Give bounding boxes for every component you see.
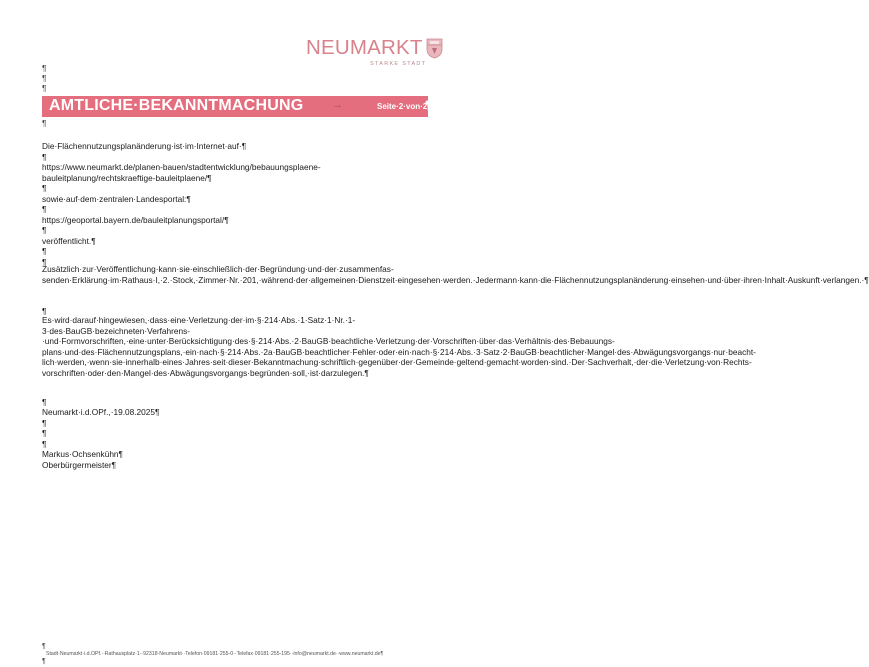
- paragraph-mark: ¶: [42, 204, 47, 214]
- published-line: veröffentlicht.¶: [42, 235, 96, 246]
- url-link-line-2[interactable]: bauleitplanung/rechtskraeftige-bauleitplaene/¶: [42, 172, 212, 183]
- inspection-paragraph: Zusätzlich·zur·Veröffentlichung·kann·sie·einschließlich·der·Begründung·und·der·zusammenfas-senden·Erklärung·im·Rathaus·I,·2.·Stock,·Zimmer·Nr.·201,·während·der·allgemeinen·Dienstzeit·eingesehen·werden.·Jedermann·kann·die·Flächennutzungsplanänderung·einsehen·und·über·ihren·Inhalt·Auskunft·verlangen.·¶: [42, 264, 869, 285]
- paragraph-mark: ¶: [42, 84, 47, 93]
- legal-notice-paragraph: Es·wird·darauf·hingewiesen,·dass·eine·Verletzung·der·im·§·214·Abs.·1·Satz·1·Nr.·1-3·des·BauGB·bezeichneten·Verfahrens-·und·Formvorschriften,·eine·unter·Berücksichtigung·des·§·214·Abs.·2·BauGB·beachtliche·Verletzung·der·Vorschriften·über·das·Verhältnis·des·Bebauungs-plans·und·des·Flächennutzungsplans,·ein·nach·§·214·Abs.·2a·BauGB·beachtlicher·Fehler·oder·ein·nach·§·214·Abs.·3·Satz·2·BauGB·beachtlicher·Mangel·des·Abwägungsvorgangs·nur·beacht-lich·werden,·wenn·sie·innerhalb·eines·Jahres·seit·dieser·Bekanntmachung·schriftlich·gegenüber·der·Gemeinde·geltend·gemacht·worden·sind.·Der·Sachverhalt,·der·die·Verletzung·von·Rechts-vorschriften·oder·den·Mangel·des·Abwägungsvorgangs·begründen·soll,·ist·darzulegen.¶: [42, 315, 756, 378]
- paragraph-mark: ¶: [42, 74, 47, 83]
- tab-arrow-icon: →: [332, 99, 343, 111]
- paragraph-mark: ¶: [42, 225, 47, 235]
- city-logo: [306, 36, 446, 72]
- footer-contact: Stadt·Neumarkt·i.d.OPf.··Rathausplatz·1··92318·Neumarkt··Telefon·09181·255-0··Telefax·09181·255-195··info@neumarkt.de··www.neumarkt.de¶: [46, 651, 384, 657]
- paragraph-mark: ¶: [42, 658, 46, 665]
- paragraph-mark: ¶: [42, 64, 47, 73]
- paragraph-mark: ¶: [42, 183, 47, 193]
- paragraph-mark: ¶: [42, 397, 47, 407]
- paragraph-mark: ¶: [425, 98, 432, 112]
- paragraph-mark: ¶: [42, 246, 47, 256]
- city-crest-icon: [426, 38, 443, 59]
- signer-name: Markus·Ochsenkühn¶: [42, 449, 124, 459]
- paragraph-mark: ¶: [42, 417, 47, 428]
- banner-title: AMTLICHE·BEKANNTMACHUNG: [49, 97, 304, 114]
- paragraph-mark: ¶: [42, 428, 47, 438]
- date-line: Neumarkt·i.d.OPf.,·19.08.2025¶: [42, 407, 160, 417]
- paragraph-mark: ¶: [42, 256, 47, 267]
- paragraph-mark: ¶: [42, 151, 47, 162]
- paragraph-mark: ¶: [42, 119, 47, 128]
- url-link-line-1[interactable]: https://www.neumarkt.de/planen-bauen/stadtentwicklung/bebauungsplaene-: [42, 162, 321, 172]
- announcement-banner: [42, 96, 432, 117]
- page-indicator: Seite·2·von·2: [377, 102, 428, 111]
- paragraph-mark: ¶: [42, 438, 47, 449]
- geoportal-link[interactable]: https://geoportal.bayern.de/bauleitplanungsportal/¶: [42, 214, 229, 225]
- paragraph-mark: ¶: [42, 643, 46, 650]
- paragraph-mark: ¶: [42, 306, 47, 316]
- logo-tagline: STARKE STADT: [370, 61, 427, 67]
- logo-wordmark: NEUMARKT: [306, 36, 423, 59]
- signer-title: Oberbürgermeister¶: [42, 459, 117, 470]
- portal-line: sowie·auf·dem·zentralen·Landesportal:¶: [42, 193, 191, 204]
- intro-line: Die·Flächennutzungsplanänderung·ist·im·Internet·auf·¶: [42, 141, 247, 151]
